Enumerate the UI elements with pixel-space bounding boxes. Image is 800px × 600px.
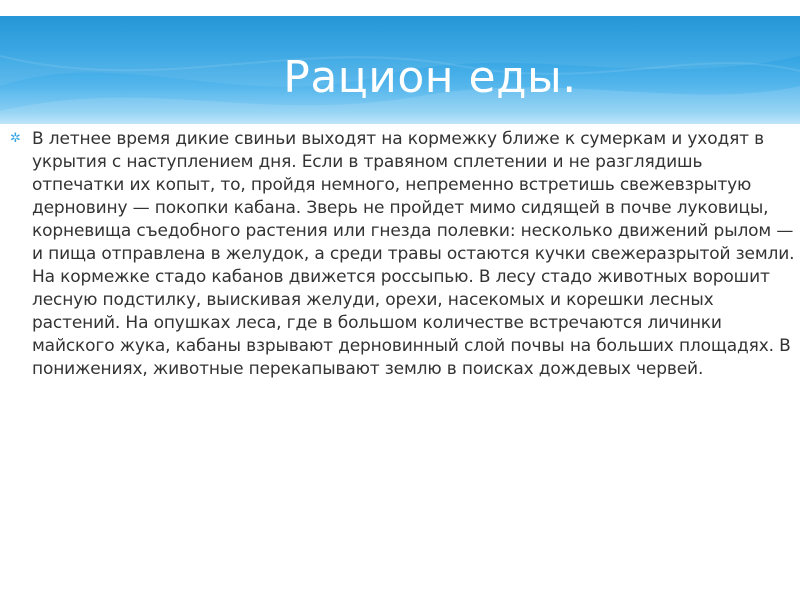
content-area — [10, 128, 796, 381]
title-banner — [0, 16, 800, 124]
page-title: Рацион еды. — [283, 52, 577, 103]
body-paragraph: В летнее время дикие свиньи выходят на кормежку ближе к сумеркам и уходят в укрытия с наступлением дня. Если в травяном сплетении и не разглядишь отпечатки их копыт, то, пройдя немного, непременно встретишь свежевзрытую дерновину — покопки кабана. Зверь не пройдет мимо сидящей в почве луковицы, корневища съедобного растения или гнезда полевки: несколько движений рылом — и пища отправлена в желудок, а среди травы остаются кучки свежеразрытой земли. На кормежке стадо кабанов движется россыпью. В лесу стадо животных ворошит лесную подстилку, выискивая желуди, орехи, насекомых и корешки лесных растений. На опушках леса, где в большом количестве встречаются личинки майского жука, кабаны взрывают дерновинный слой почвы на больших площадях. В понижениях, животные перекапывают землю в поисках дождевых червей. — [32, 129, 795, 379]
bullet-icon: ✲ — [10, 131, 21, 146]
